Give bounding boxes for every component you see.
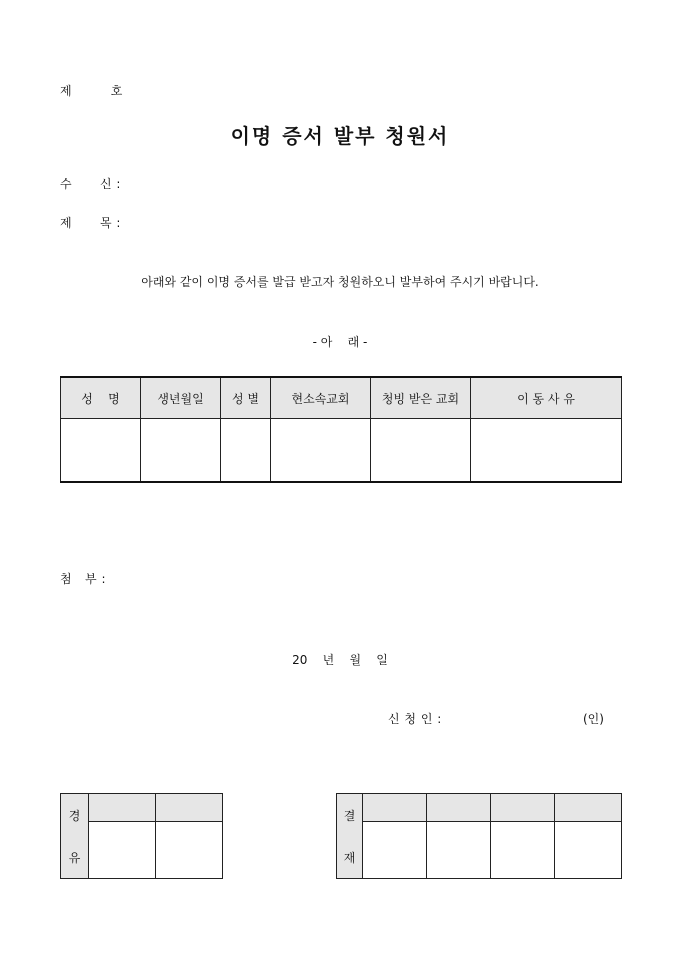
routing-label-bottom: 유 bbox=[68, 850, 81, 865]
page-title: 이명 증서 발부 청원서 bbox=[230, 124, 450, 148]
subject-label-1: 제 bbox=[60, 216, 73, 230]
request-text: 아래와 같이 이명 증서를 발급 받고자 청원하오니 발부하여 주시기 바랍니다. bbox=[141, 275, 539, 289]
cell-birthdate[interactable] bbox=[141, 419, 221, 483]
approval-header-cell bbox=[427, 794, 491, 822]
routing-header-cell bbox=[156, 794, 223, 822]
applicant-label: 신 청 인 : bbox=[388, 712, 442, 726]
approval-sign-cell[interactable] bbox=[491, 822, 555, 879]
approval-sign-cell[interactable] bbox=[555, 822, 622, 879]
routing-label-top: 경 bbox=[68, 808, 81, 823]
transfer-table bbox=[60, 376, 622, 483]
routing-sign-cell[interactable] bbox=[89, 822, 156, 879]
cell-name[interactable] bbox=[61, 419, 141, 483]
approval-header-cell bbox=[555, 794, 622, 822]
number-label-prefix: 제 bbox=[60, 84, 73, 98]
cell-transfer-reason[interactable] bbox=[471, 419, 622, 483]
below-heading: - 아 래 - bbox=[312, 335, 368, 349]
attachment-label: 첨 부 : bbox=[60, 572, 106, 586]
approval-header-cell bbox=[363, 794, 427, 822]
document-number-line bbox=[60, 82, 123, 99]
subject-field bbox=[60, 214, 121, 231]
table-row bbox=[61, 419, 622, 483]
recipient-label-1: 수 bbox=[60, 177, 73, 191]
column-header-transfer-reason: 이 동 사 유 bbox=[471, 377, 622, 419]
table-header-row bbox=[61, 377, 622, 419]
routing-box bbox=[60, 793, 223, 879]
seal-label: (인) bbox=[583, 712, 604, 726]
routing-label-cell bbox=[61, 794, 89, 879]
cell-gender[interactable] bbox=[221, 419, 271, 483]
recipient-field bbox=[60, 175, 121, 192]
approval-sign-cell[interactable] bbox=[427, 822, 491, 879]
routing-header-cell bbox=[89, 794, 156, 822]
routing-sign-cell[interactable] bbox=[156, 822, 223, 879]
column-header-current-church: 현소속교회 bbox=[271, 377, 371, 419]
approval-sign-cell[interactable] bbox=[363, 822, 427, 879]
column-header-name: 성 명 bbox=[61, 377, 141, 419]
column-header-birthdate: 생년월일 bbox=[141, 377, 221, 419]
cell-called-church[interactable] bbox=[371, 419, 471, 483]
approval-label-bottom: 재 bbox=[343, 850, 356, 865]
column-header-gender: 성 별 bbox=[221, 377, 271, 419]
column-header-called-church: 청빙 받은 교회 bbox=[371, 377, 471, 419]
approval-header-cell bbox=[491, 794, 555, 822]
approval-box bbox=[336, 793, 622, 879]
recipient-label-2: 신 : bbox=[100, 177, 121, 191]
approval-label-cell bbox=[337, 794, 363, 879]
approval-label-top: 결 bbox=[343, 808, 356, 823]
subject-label-2: 목 : bbox=[100, 216, 121, 230]
cell-current-church[interactable] bbox=[271, 419, 371, 483]
date-line: 20 년 월 일 bbox=[292, 653, 388, 667]
number-label-suffix: 호 bbox=[110, 84, 123, 98]
